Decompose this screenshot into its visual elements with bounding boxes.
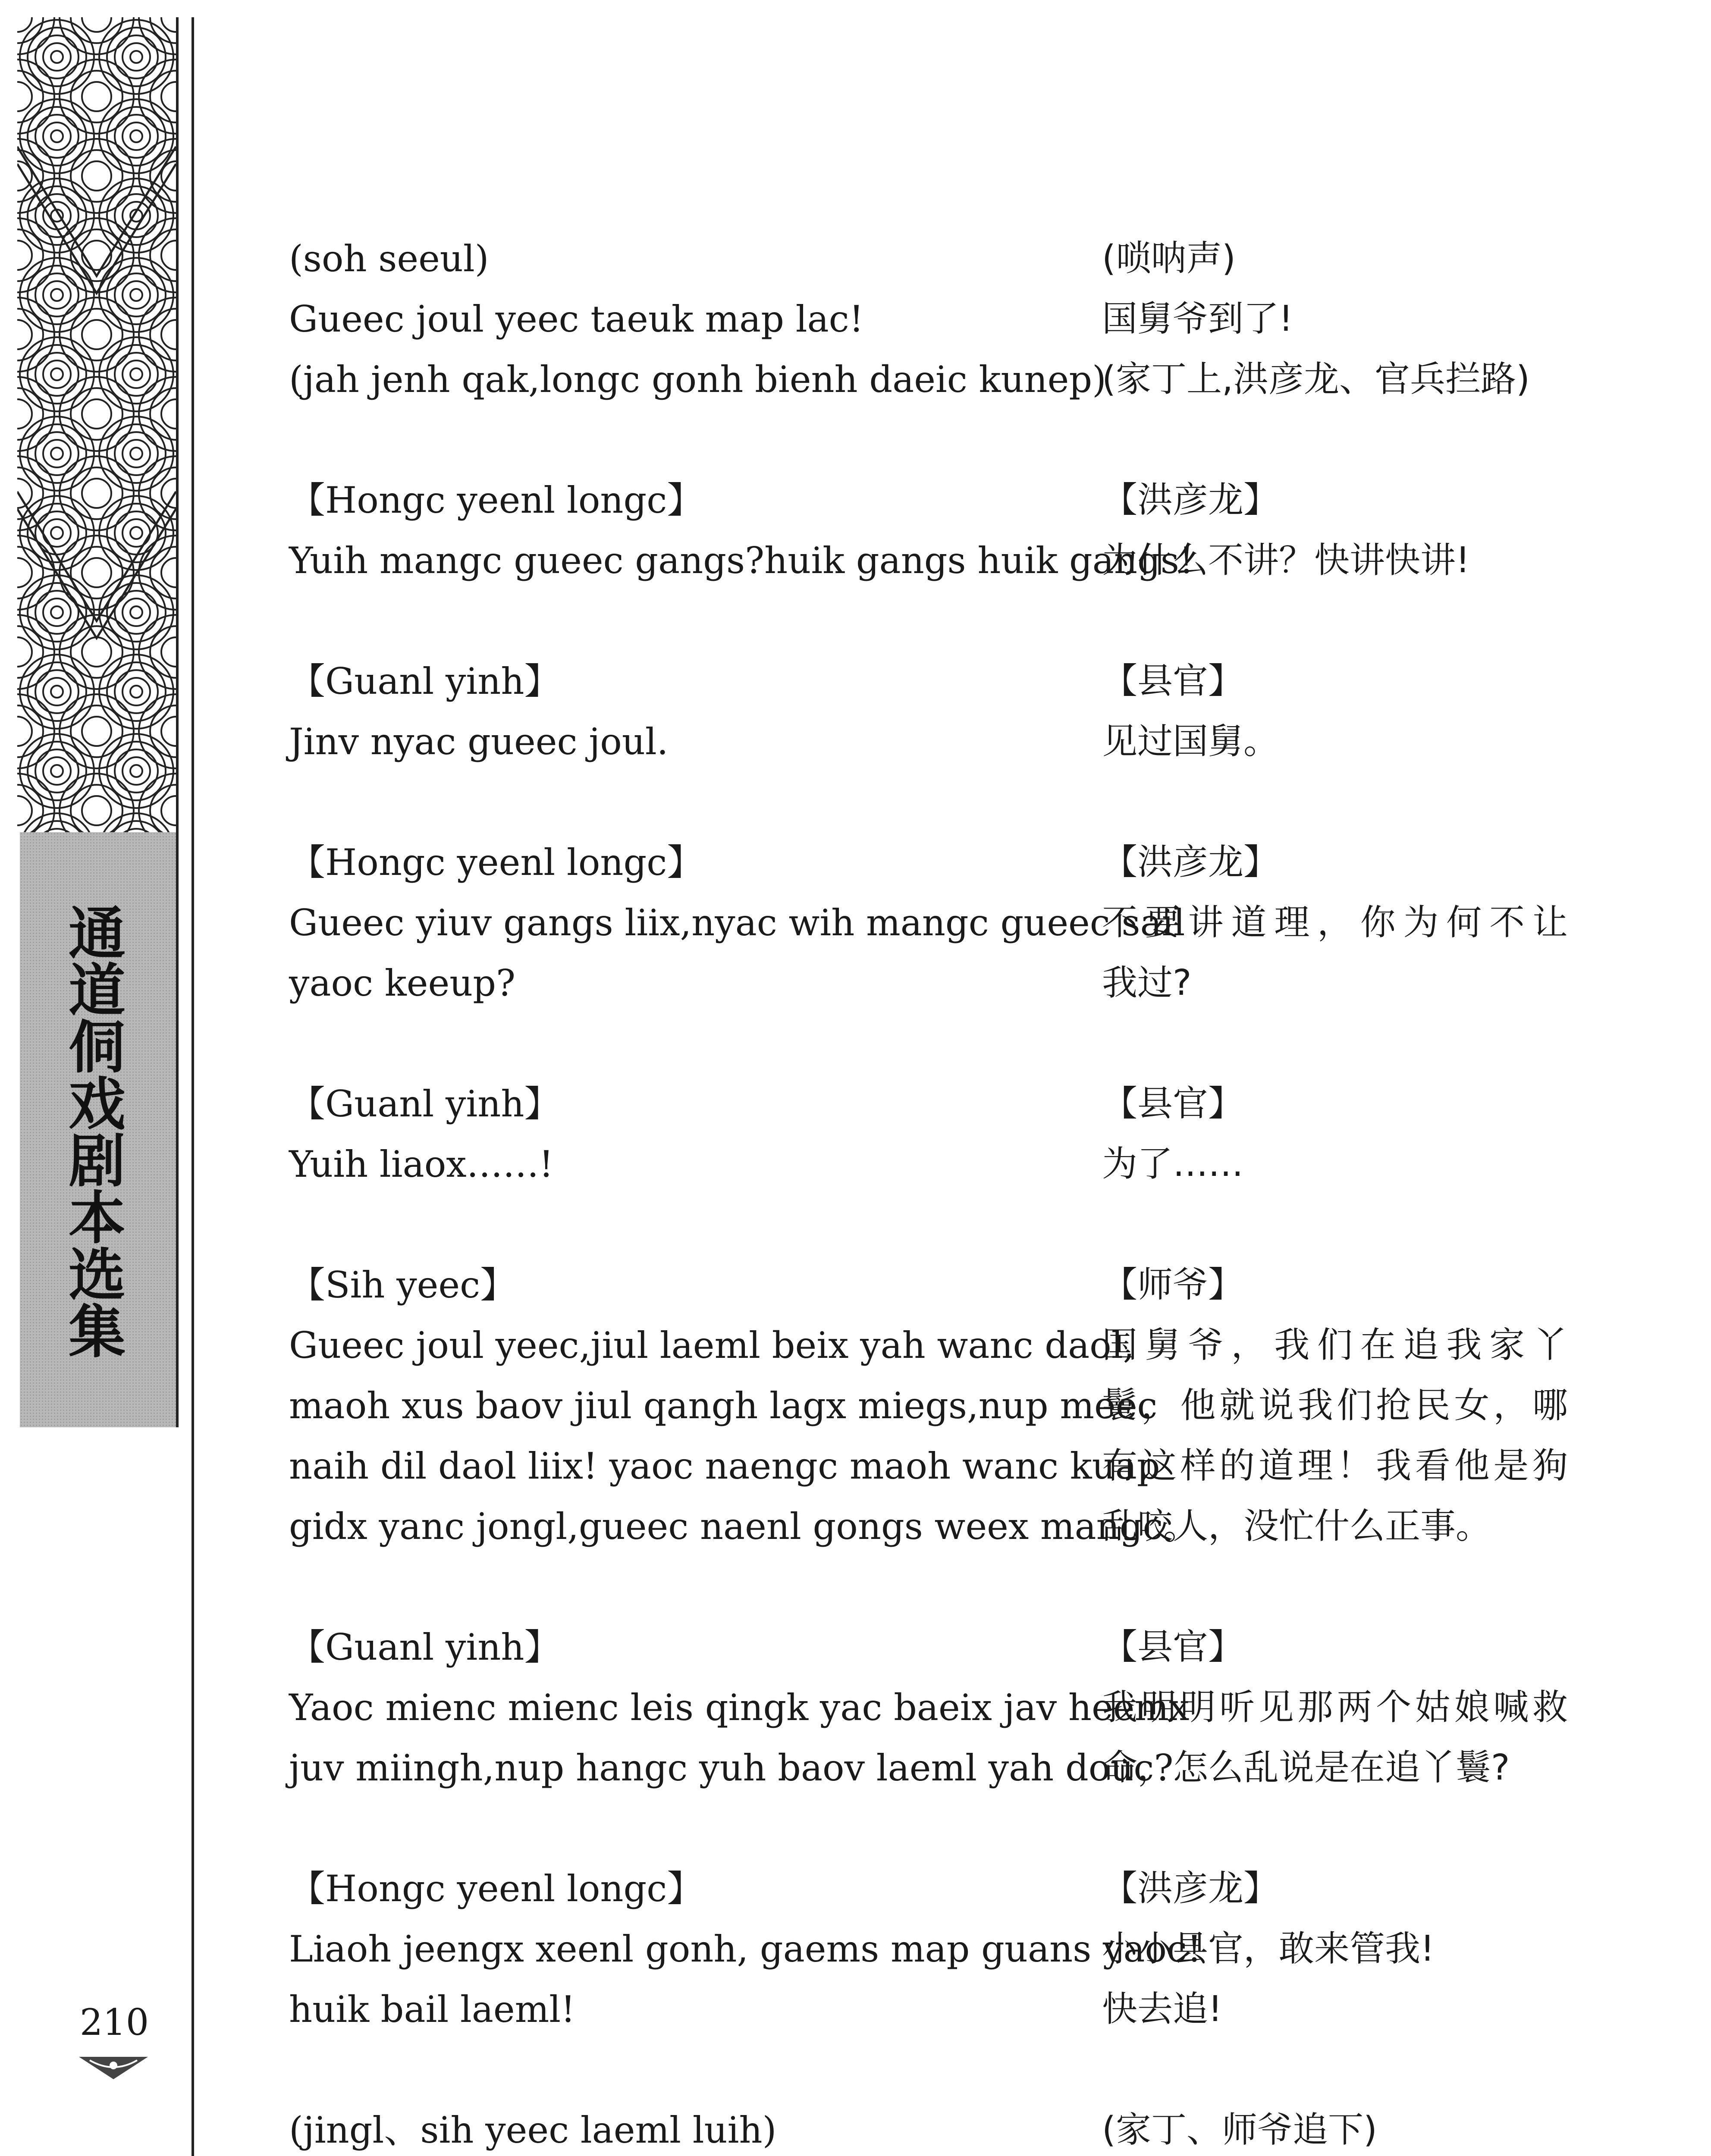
speaker-label: 【Hongc yeenl longc】 [289, 1868, 703, 1910]
speaker-label: 【师爷】 [1102, 1264, 1244, 1305]
stage-direction: (家丁、师爷追下) [1102, 2109, 1377, 2150]
dong-line: (jah jenh qak,longc gonh bienh daeic kunep) [289, 358, 1106, 401]
dong-line: gidx yanc jongl,gueec naenl gongs weex mangc。 [289, 1505, 1199, 1548]
chinese-line: 为了…… [1102, 1144, 1244, 1185]
dong-line: Gueec joul yeec taeuk map lac! [289, 298, 864, 340]
dong-line: Yaoc mienc mienc leis qingk yac baeix jav heemx [289, 1686, 1190, 1729]
chinese-line: 国舅爷，我们在追我家丫 [1102, 1325, 1568, 1366]
page-number: 210 [79, 2001, 149, 2043]
chinese-line: 鬟，他就说我们抢民女，哪 [1102, 1385, 1568, 1426]
dong-line: yaoc keeup? [289, 962, 516, 1004]
speaker-label: 【县官】 [1102, 661, 1244, 702]
dong-line: Yuih mangc gueec gangs?huik gangs huik gangs! [289, 539, 1194, 582]
decorative-wave-pattern [17, 17, 176, 832]
speaker-label: 【县官】 [1102, 1626, 1244, 1667]
dong-line: Gueec yiuv gangs liix,nyac wih mangc gueec sail [289, 902, 1185, 944]
chinese-line: 快去追! [1102, 1989, 1222, 2030]
dong-line: Liaoh jeengx xeenl gonh, gaems map guans yaoc! [289, 1928, 1202, 1970]
title-char: 选 [69, 1242, 126, 1309]
dong-line: Jinv nyac gueec joul. [289, 721, 669, 763]
dong-line: huik bail laeml! [289, 1988, 575, 2031]
chinese-line: 我明明听见那两个姑娘喊救 [1102, 1687, 1568, 1728]
speaker-label: 【Guanl yinh】 [289, 1083, 561, 1125]
title-char: 通 [69, 901, 126, 967]
chinese-line: 见过国舅。 [1102, 721, 1279, 762]
speaker-label: 【Hongc yeenl longc】 [289, 479, 703, 521]
title-char: 侗 [69, 1015, 126, 1081]
margin-rule-inner [176, 17, 179, 1427]
stage-direction: (jingl、sih yeec laeml luih) [289, 2109, 777, 2151]
dong-line: Gueec joul yeec,jiul laeml beix yah wanc daol, [289, 1324, 1135, 1366]
chinese-line: 我过? [1102, 962, 1192, 1003]
speaker-label: 【Sih yeec】 [289, 1264, 517, 1306]
speaker-label: 【洪彦龙】 [1102, 479, 1279, 520]
chinese-line: 国舅爷到了! [1102, 298, 1293, 339]
chinese-line: 有这样的道理！我看他是狗 [1102, 1445, 1568, 1486]
title-char: 戏 [69, 1072, 126, 1138]
book-title [35, 901, 160, 1366]
chinese-line: 小小县官，敢来管我! [1102, 1928, 1435, 1969]
speaker-label: 【洪彦龙】 [1102, 842, 1279, 883]
chinese-line: 为什么不讲？快讲快讲! [1102, 540, 1470, 581]
speaker-label: 【Guanl yinh】 [289, 1626, 561, 1668]
title-char: 剧 [69, 1128, 126, 1195]
dong-line: maoh xus baov jiul qangh lagx miegs,nup meec [289, 1385, 1158, 1427]
title-char: 集 [69, 1299, 126, 1366]
chinese-line: 命，怎么乱说是在追丫鬟? [1102, 1747, 1510, 1788]
speaker-label: 【县官】 [1102, 1083, 1244, 1124]
speaker-label: 【洪彦龙】 [1102, 1868, 1279, 1909]
title-char: 道 [69, 958, 126, 1024]
scroll-ornament-icon [77, 2053, 150, 2083]
dong-line: juv miingh,nup hangc yuh baov laeml yah douc? [289, 1747, 1174, 1789]
dong-line: naih dil daol liix! yaoc naengc maoh wanc kuap [289, 1445, 1160, 1487]
speaker-label: 【Guanl yinh】 [289, 660, 561, 702]
chinese-line: 乱咬人，没忙什么正事。 [1102, 1506, 1491, 1547]
title-char: 本 [69, 1185, 126, 1252]
margin-rule-outer [192, 17, 194, 2156]
dong-line: Yuih liaox……! [289, 1143, 554, 1185]
chinese-line: (唢呐声) [1102, 238, 1236, 279]
chinese-line: (家丁上,洪彦龙、官兵拦路) [1102, 359, 1530, 400]
dong-line: (soh seeul) [289, 238, 489, 280]
speaker-label: 【Hongc yeenl longc】 [289, 841, 703, 884]
chinese-line: 不要讲道理，你为何不让 [1102, 902, 1568, 943]
